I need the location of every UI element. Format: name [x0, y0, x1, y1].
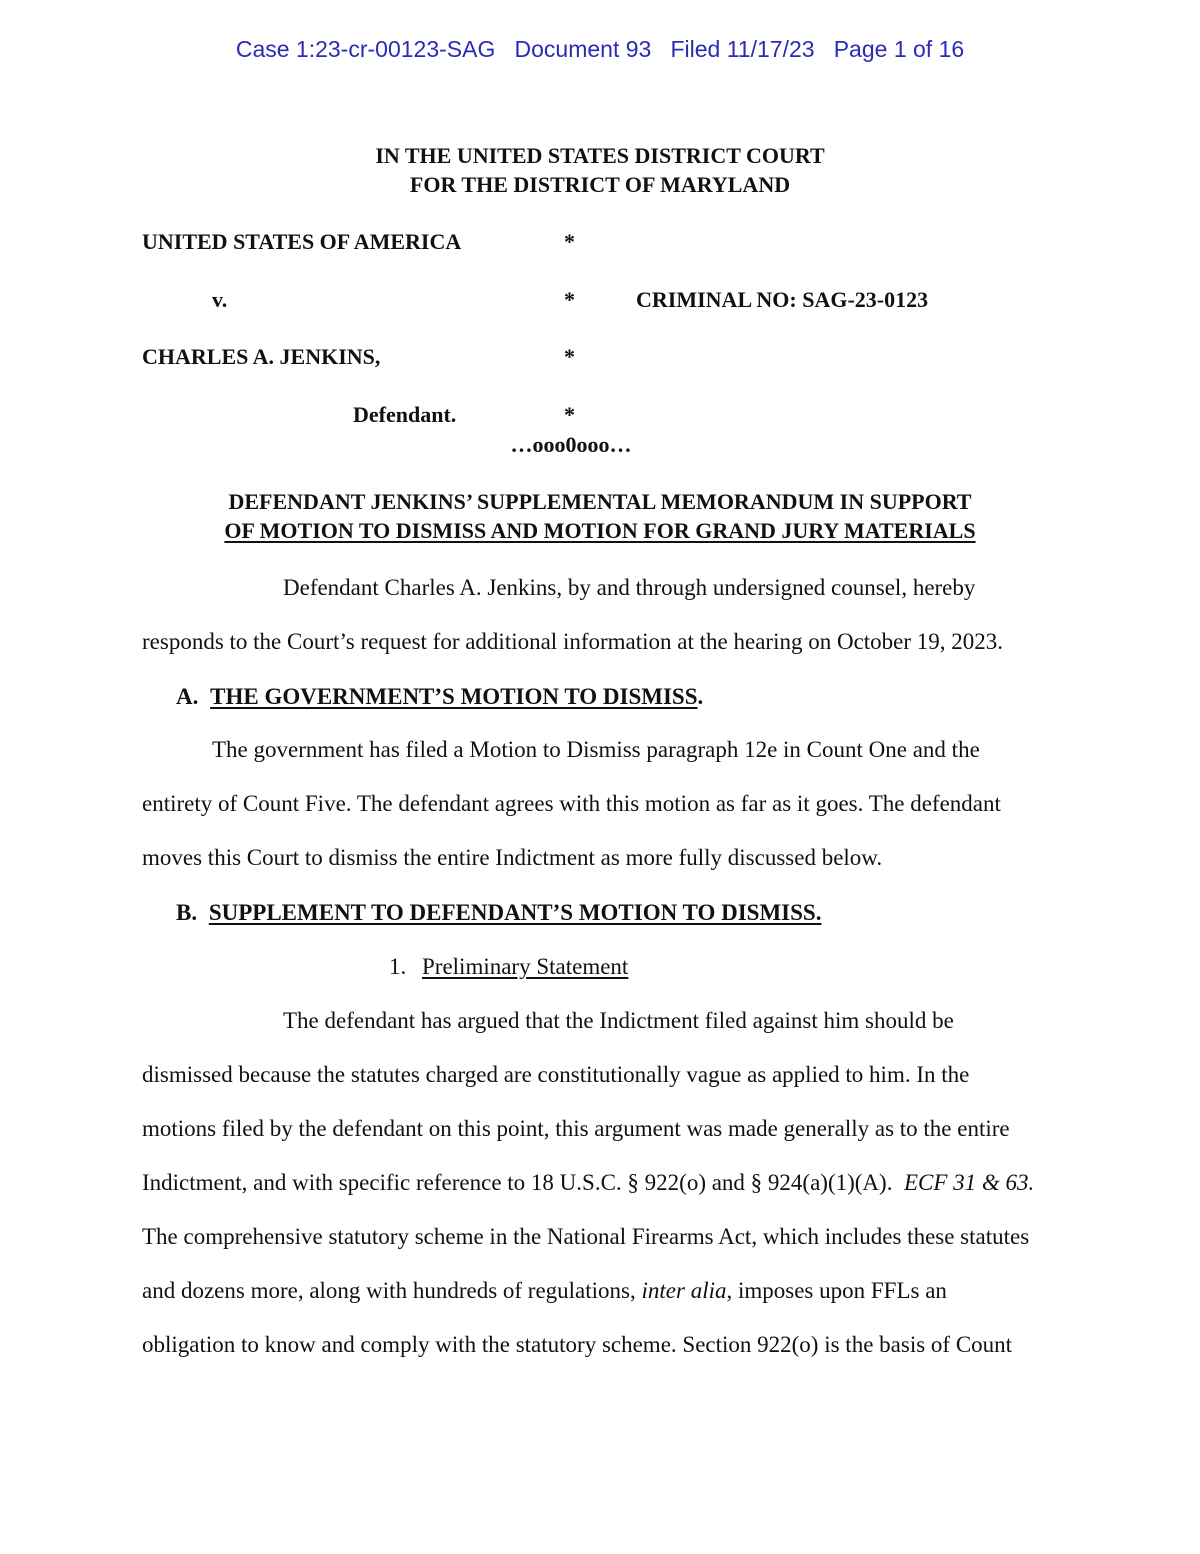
inter-alia-italic: inter alia: [641, 1278, 727, 1303]
subsection-1-heading: [389, 954, 628, 980]
criminal-case-number: CRIMINAL NO: SAG-23-0123: [636, 287, 929, 312]
caption-asterisk: *: [564, 344, 575, 369]
prelim-line-6-text-a: and dozens more, along with hundreds of regulations,: [142, 1278, 642, 1303]
section-a-period: .: [697, 684, 704, 709]
document-title-line-2: [0, 518, 1200, 544]
prelim-line-6-text-b: , imposes upon FFLs an: [726, 1278, 947, 1303]
prelim-line-5: The comprehensive statutory scheme in the National Firearms Act, which includes these statutes: [142, 1224, 1030, 1249]
prelim-line-4: [142, 1170, 1034, 1196]
caption-asterisk: *: [564, 287, 575, 312]
plaintiff-name: UNITED STATES OF AMERICA: [142, 229, 462, 254]
caption-separator: …ooo0ooo…: [510, 432, 632, 457]
section-a-line-3: moves this Court to dismiss the entire Indictment as more fully discussed below.: [142, 845, 883, 870]
caption-asterisk: *: [564, 229, 575, 254]
section-b-letter: B.: [176, 900, 198, 925]
section-a-line-2: entirety of Count Five. The defendant agrees with this motion as far as it goes. The defendant: [142, 791, 1001, 816]
prelim-line-1: The defendant has argued that the Indictment filed against him should be: [283, 1008, 954, 1033]
court-name-line-1: IN THE UNITED STATES DISTRICT COURT: [375, 143, 825, 168]
section-a-letter: A.: [176, 684, 199, 709]
court-name-line-2: FOR THE DISTRICT OF MARYLAND: [409, 172, 791, 197]
caption-asterisk: *: [564, 402, 575, 427]
prelim-line-3: motions filed by the defendant on this point, this argument was made generally as to the entire: [142, 1116, 1010, 1141]
document-title-line-1: DEFENDANT JENKINS’ SUPPLEMENTAL MEMORANDUM IN SUPPORT: [228, 489, 972, 514]
section-a-line-1: The government has filed a Motion to Dismiss paragraph 12e in Count One and the: [212, 737, 980, 762]
subsection-1-title: Preliminary Statement: [422, 954, 629, 979]
intro-line-2: responds to the Court’s request for additional information at the hearing on October 19, 2023.: [142, 629, 1004, 654]
prelim-line-6: [142, 1278, 947, 1304]
section-a-title: THE GOVERNMENT’S MOTION TO DISMISS: [210, 684, 698, 709]
section-b-heading: [176, 900, 821, 926]
versus-label: v.: [212, 287, 228, 312]
defendant-label: Defendant.: [353, 402, 457, 427]
document-title-line-2-text: OF MOTION TO DISMISS AND MOTION FOR GRAND JURY MATERIALS: [224, 518, 976, 543]
ecf-filing-header: Case 1:23-cr-00123-SAG Document 93 Filed 11/17/23 Page 1 of 16: [235, 36, 965, 62]
subsection-1-number: 1.: [389, 954, 407, 979]
prelim-line-7: obligation to know and comply with the statutory scheme. Section 922(o) is the basis of Count: [142, 1332, 1013, 1357]
ecf-citation: ECF 31 & 63.: [903, 1170, 1035, 1195]
section-b-title: SUPPLEMENT TO DEFENDANT’S MOTION TO DISMISS.: [208, 900, 822, 925]
defendant-name: CHARLES A. JENKINS,: [142, 344, 381, 369]
section-a-heading: [176, 684, 703, 710]
intro-line-1: Defendant Charles A. Jenkins, by and through undersigned counsel, hereby: [283, 575, 976, 600]
prelim-line-2: dismissed because the statutes charged are constitutionally vague as applied to him. In the: [142, 1062, 970, 1087]
prelim-line-4-text: Indictment, and with specific reference to 18 U.S.C. § 922(o) and § 924(a)(1)(A).: [142, 1170, 904, 1195]
